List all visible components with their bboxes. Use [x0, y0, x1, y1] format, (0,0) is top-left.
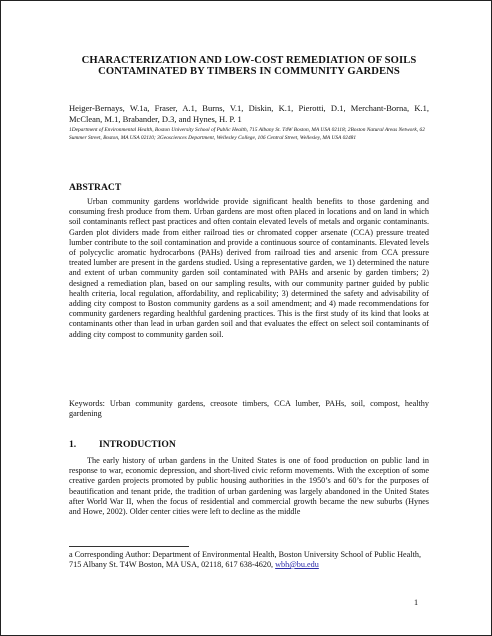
page-number-row [1, 598, 491, 607]
paper-title: CHARACTERIZATION AND LOW-COST REMEDIATION OF SOILS CONTAMINATED BY TIMBERS IN COMMUNITY GARDENS [81, 55, 417, 77]
affiliations: 1Department of Environmental Health, Boston University School of Public Health, 715 Albany St. T4W Boston, MA USA 02118; 2Boston Natural Areas Network, 62 Summer Street, Boston, MA USA 02110; 3Geosciences Department, Wellesley College, 106 Central Street, Wellesley, MA USA 02481 [69, 127, 425, 142]
footnote-text: a Corresponding Author: Department of Environmental Health, Boston University School of Public Health, 715 Albany St. T4W Boston, MA USA, 02118, 617 638-4620, [69, 550, 422, 569]
section-title: INTRODUCTION [99, 439, 176, 450]
abstract-heading: ABSTRACT [69, 182, 122, 193]
introduction-text: The early history of urban gardens in the United States is one of food production on public land in response to war, economic depression, and short-lived civic reform movements. With the exception of some creative garden projects promoted by public housing authorities in the 1950’s and 60’s for the purposes of beautification and tenant pride, the tradition of urban gardening was largely abandoned in the United States after World War II, when the focus of residential and commercial growth became the new suburbs (Hynes and Howe, 2002). Older center cities were left to decline as the middle [69, 456, 429, 517]
section-number: 1. [69, 439, 77, 450]
footnote-rule [69, 546, 189, 547]
section-heading [69, 439, 176, 450]
page-number: 1 [413, 598, 419, 607]
author-list: Heiger-Bernays, W.1a, Fraser, A.1, Burns, V.1, Diskin, K.1, Pierotti, D.1, Merchant-Borna, K.1, McClean, M.1, Brabander, D.3, and Hynes, H. P. 1 [69, 103, 429, 124]
email-link[interactable]: wbh@bu.edu [275, 560, 319, 569]
abstract-text: Urban community gardens worldwide provide significant health benefits to those gardening and consuming fresh produce from them. Urban gardens are most often placed in locations and on land in which soil contaminants reflect past practices and often contain elevated levels of metals and organic contaminants. Garden plot dividers made from either railroad ties or chromated copper arsenate (CCA) pressure treated lumber contribute to the soil contamination and provide a continuous source of contaminants. Elevated levels of polycyclic aromatic hydrocarbons (PAHs) derived from railroad ties and arsenic from CCA pressure treated lumber are present in the gardens studied. Using a representative garden, we 1) determined the nature and extent of urban community garden soil contaminated with PAHs and arsenic by garden timbers; 2) designed a remediation plan, based on our sampling results, with our community partner guided by public health criteria, local regulation, affordability, and replicability; 3) determined the safety and advisability of adding city compost to Boston community gardens as a soil amendment; and 4) made recommendations for community gardeners regarding healthful gardening practices. This is the first study of its kind that looks at contaminants other than lead in urban garden soil and that evaluates the effect on select soil contaminants of adding city compost to community garden soil. [69, 197, 429, 339]
footnote [69, 550, 429, 570]
keywords: Keywords: Urban community gardens, creosote timbers, CCA lumber, PAHs, soil, compost, healthy gardening [69, 399, 429, 419]
